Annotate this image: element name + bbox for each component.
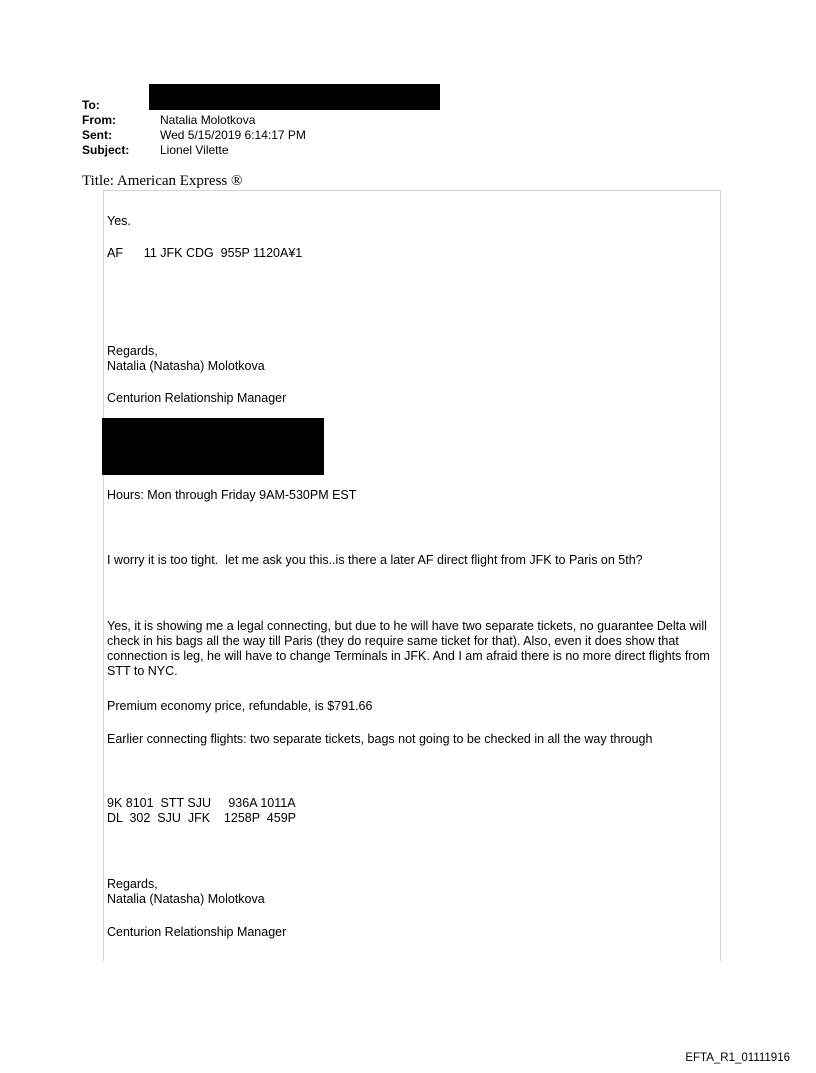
sent-value: Wed 5/15/2019 6:14:17 PM (160, 128, 306, 142)
signature-role-2: Centurion Relationship Manager (107, 925, 287, 939)
subject-value: Lionel Vilette (160, 143, 229, 157)
premium-price-line: Premium economy price, refundable, is $791.66 (107, 699, 373, 713)
message-body-frame (103, 190, 721, 961)
subject-label: Subject: (82, 143, 130, 157)
from-label: From: (82, 113, 116, 127)
question-line: I worry it is too tight. let me ask you this..is there a later AF direct flight from JFK to Paris on 5th? (107, 553, 643, 567)
redaction-bar-contact (102, 418, 324, 475)
regards-1: Regards, (107, 344, 158, 358)
sent-label: Sent: (82, 128, 112, 142)
flight-dl-line: DL 302 SJU JFK 1258P 459P (107, 811, 296, 825)
regards-2: Regards, (107, 877, 158, 891)
to-label: To: (82, 98, 100, 112)
subject-row (82, 143, 306, 158)
document-id-footer: EFTA_R1_01111916 (685, 1052, 790, 1064)
earlier-flights-paragraph: Earlier connecting flights: two separate tickets, bags not going to be checked in all the way through (107, 732, 653, 746)
hours-line: Hours: Mon through Friday 9AM-530PM EST (107, 488, 357, 502)
flight-af-line: AF 11 JFK CDG 955P 1120A¥1 (107, 246, 303, 260)
to-row (82, 98, 306, 113)
signature-role-1: Centurion Relationship Manager (107, 391, 287, 405)
email-header (82, 98, 306, 158)
document-title: Title: American Express ® (82, 173, 243, 189)
signature-name-2: Natalia (Natasha) Molotkova (107, 892, 265, 906)
flight-9k-line: 9K 8101 STT SJU 936A 1011A (107, 796, 296, 810)
signature-name-1: Natalia (Natasha) Molotkova (107, 359, 265, 373)
body-yes: Yes. (107, 214, 131, 228)
sent-row (82, 128, 306, 143)
answer-paragraph: Yes, it is showing me a legal connecting, but due to he will have two separate tickets, no guarantee Delta will check in his bags all the way till Paris (they do require same ticket for that). Also, even it does show that connection is leg, he will have to change Terminals in JFK. And I am afraid there is no more direct flights from STT to NYC. (107, 619, 710, 678)
from-row (82, 113, 306, 128)
from-value: Natalia Molotkova (160, 113, 256, 127)
